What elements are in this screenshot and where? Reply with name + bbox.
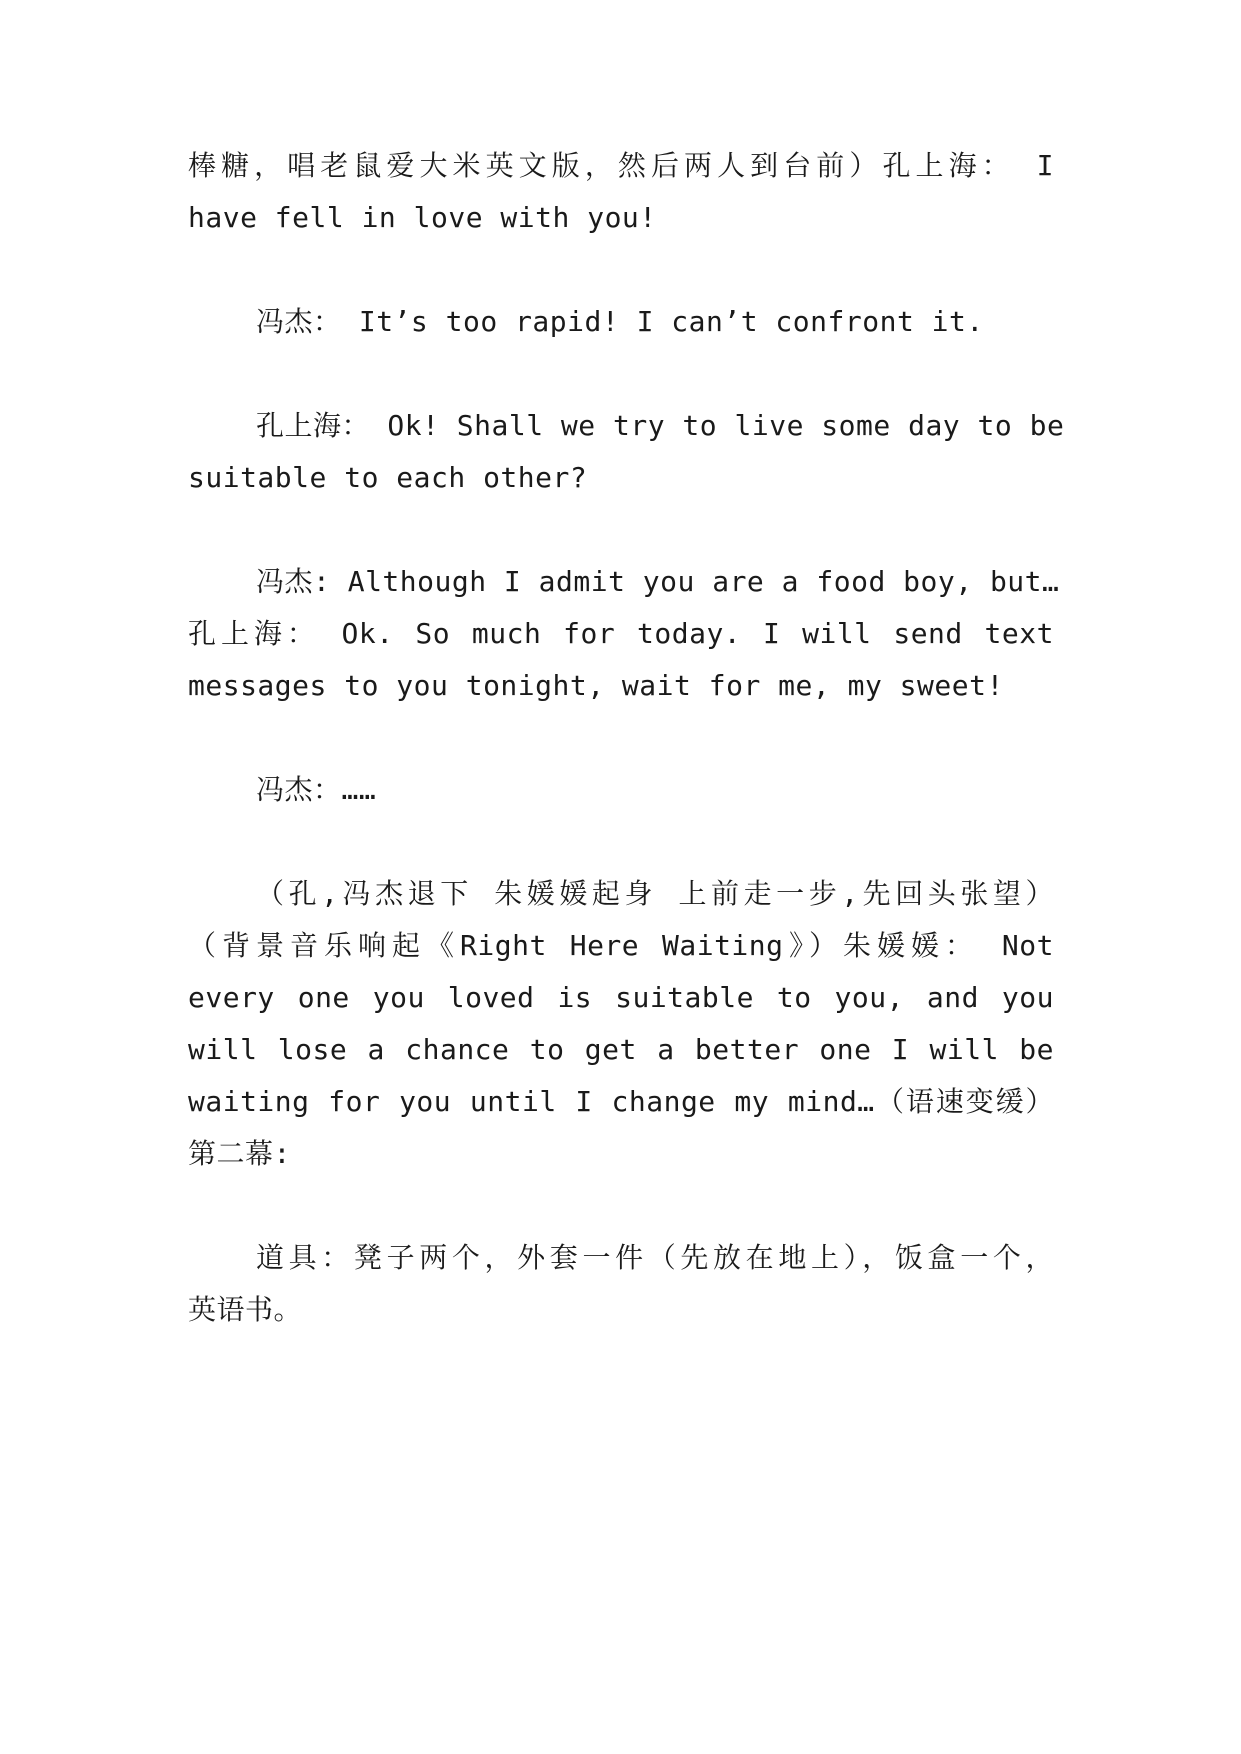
text-line: 棒糖，唱老鼠爱大米英文版，然后两人到台前）孔上海： I bbox=[188, 149, 1054, 182]
dialogue-line: 冯杰: Although I admit you are a food boy, but… bbox=[256, 565, 1060, 598]
act-heading: 第二幕: bbox=[188, 1137, 291, 1170]
stage-direction: （背景音乐响起《Right Here Waiting》）朱媛媛： Not bbox=[188, 929, 1054, 962]
dialogue-line: 冯杰： It’s too rapid! I can’t confront it. bbox=[256, 305, 984, 338]
props-line: 道具：凳子两个，外套一件（先放在地上），饭盒一个， bbox=[256, 1241, 1054, 1274]
dialogue-line: 孔上海： Ok! Shall we try to live some day to be bbox=[256, 409, 1065, 442]
text-line: have fell in love with you! bbox=[188, 201, 657, 234]
text-line: messages to you tonight, wait for me, my sweet! bbox=[188, 669, 1004, 702]
dialogue-line: 孔上海： Ok. So much for today. I will send text bbox=[188, 617, 1054, 650]
text-line: will lose a chance to get a better one I will be bbox=[188, 1033, 1054, 1066]
stage-direction: （孔,冯杰退下 朱媛媛起身 上前走一步,先回头张望） bbox=[256, 877, 1054, 910]
dialogue-line: 冯杰：…… bbox=[256, 773, 377, 806]
text-line: suitable to each other? bbox=[188, 461, 588, 494]
text-line: waiting for you until I change my mind…（语速变缓） bbox=[188, 1085, 1054, 1118]
text-line: 英语书。 bbox=[188, 1293, 303, 1326]
text-line: every one you loved is suitable to you, and you bbox=[188, 981, 1054, 1014]
